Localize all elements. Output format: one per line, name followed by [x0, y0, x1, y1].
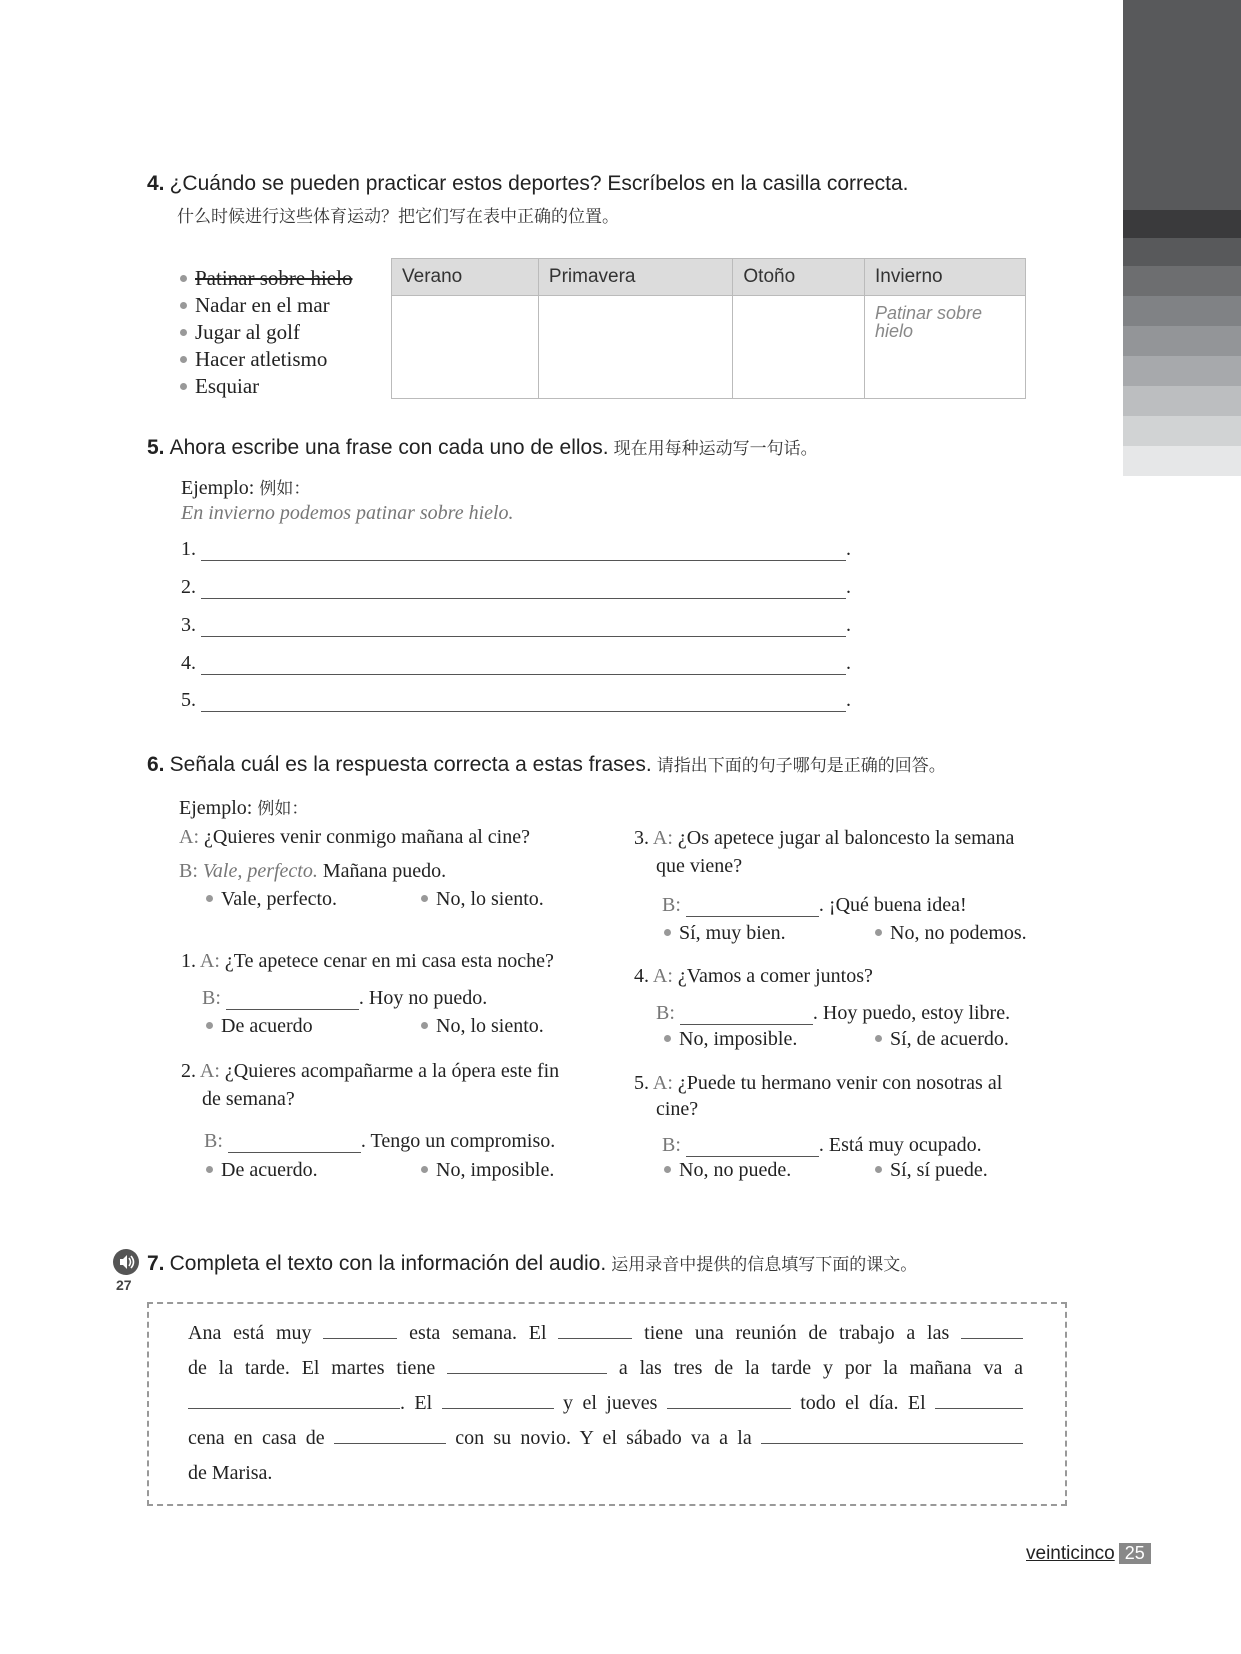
q7-number: 7.: [147, 1252, 165, 1275]
blank[interactable]: [667, 1392, 791, 1409]
bullet-icon: [180, 383, 187, 390]
list-item: Jugar al golf: [180, 319, 352, 346]
list-item: Esquiar: [180, 373, 352, 400]
header-invierno: Invierno: [865, 259, 1026, 296]
q7-fill-text: Ana está muy esta semana. El tiene una reunión de trabajo a las de la tarde. El martes tiene a las tres de la tarde y por la mañana va a . El y el jueves todo el día. El cena en casa de con su novio. Y el sábado va a la de Marisa.: [188, 1322, 1024, 1484]
q5-heading: [147, 434, 818, 460]
q6-item-1-option-1[interactable]: De acuerdo: [206, 1015, 313, 1038]
q7-title: Completa el texto con la información del audio.: [169, 1252, 607, 1275]
q6-chinese: 请指出下面的句子哪句是正确的回答。: [656, 756, 946, 776]
q6-item-5-a-cont: cine?: [656, 1098, 699, 1120]
bullet-icon: [180, 329, 187, 336]
cell-primavera[interactable]: [538, 296, 733, 399]
cell-otono[interactable]: [733, 296, 865, 399]
page-number: 25: [1119, 1543, 1151, 1564]
audio-icon[interactable]: [113, 1249, 139, 1275]
q6-item-3-a: 3. A: ¿Os apetece jugar al baloncesto la semana: [634, 827, 1015, 849]
q6-item-2-option-1[interactable]: De acuerdo.: [206, 1159, 318, 1182]
speaker-icon: [113, 1249, 139, 1275]
q6-item-4-option-2[interactable]: Sí, de acuerdo.: [875, 1028, 1009, 1051]
q6-item-4-a: 4. A: ¿Vamos a comer juntos?: [634, 965, 873, 987]
q4-number: 4.: [147, 172, 165, 195]
blank[interactable]: [334, 1427, 446, 1444]
q6-example-b: B: Vale, perfecto. Mañana puedo.: [179, 860, 447, 882]
q5-title: Ahora escribe una frase con cada uno de ellos.: [169, 436, 609, 459]
blank[interactable]: [761, 1427, 1023, 1444]
q6-item-2-b[interactable]: B: . Tengo un compromiso.: [204, 1130, 556, 1152]
q6-item-3-option-2[interactable]: No, no podemos.: [875, 922, 1027, 945]
q4-title: ¿Cuándo se pueden practicar estos deportes? Escríbelos en la casilla correcta.: [169, 172, 909, 195]
q6-example-label: Ejemplo: 例如：: [179, 797, 309, 819]
answer-line-4[interactable]: 4. .: [181, 652, 851, 674]
answer-line-3[interactable]: 3. .: [181, 614, 851, 636]
q4-sports-list: [180, 265, 352, 400]
bullet-icon: [180, 356, 187, 363]
blank[interactable]: [935, 1392, 1023, 1409]
q6-item-1-option-2[interactable]: No, lo siento.: [421, 1015, 544, 1038]
cell-verano[interactable]: [392, 296, 539, 399]
blank[interactable]: [447, 1357, 607, 1374]
q6-item-5-option-2[interactable]: Sí, sí puede.: [875, 1159, 988, 1182]
audio-track-number: 27: [116, 1277, 132, 1293]
q6-item-2-option-2[interactable]: No, imposible.: [421, 1159, 554, 1182]
answer-line-5[interactable]: 5. .: [181, 689, 851, 711]
q6-item-1-b[interactable]: B: . Hoy no puedo.: [202, 987, 488, 1009]
bullet-icon: [180, 302, 187, 309]
cell-invierno[interactable]: Patinar sobre hielo: [865, 296, 1026, 399]
q6-item-5-option-1[interactable]: No, no puede.: [664, 1159, 791, 1182]
page-word: veinticinco: [1026, 1543, 1115, 1564]
blank[interactable]: [558, 1322, 632, 1339]
q6-item-3-a-cont: que viene?: [656, 855, 743, 877]
q7-chinese: 运用录音中提供的信息填写下面的课文。: [611, 1255, 918, 1275]
q6-item-3-b[interactable]: B: . ¡Qué buena idea!: [662, 894, 967, 916]
q5-number: 5.: [147, 436, 165, 459]
q4-chinese: 什么时候进行这些体育运动？把它们写在表中正确的位置。: [177, 207, 619, 227]
page-footer: [1026, 1543, 1151, 1565]
q6-item-4-option-1[interactable]: No, imposible.: [664, 1028, 797, 1051]
blank[interactable]: [961, 1322, 1023, 1339]
q6-item-4-b[interactable]: B: . Hoy puedo, estoy libre.: [656, 1002, 1011, 1024]
header-otono: Otoño: [733, 259, 865, 296]
q7-heading: [147, 1250, 917, 1276]
header-primavera: Primavera: [538, 259, 733, 296]
q6-item-1-a: 1. A: ¿Te apetece cenar en mi casa esta noche?: [181, 950, 554, 972]
q5-chinese: 现在用每种运动写一句话。: [613, 439, 818, 459]
q4-heading: [147, 172, 909, 196]
list-item: Hacer atletismo: [180, 346, 352, 373]
answer-line-2[interactable]: 2. .: [181, 576, 851, 598]
q6-item-2-a-cont: de semana?: [202, 1088, 295, 1110]
q6-example-option-2: No, lo siento.: [421, 888, 544, 911]
answer-line-1[interactable]: 1. .: [181, 538, 851, 560]
q6-heading: [147, 751, 946, 777]
q6-number: 6.: [147, 753, 165, 776]
list-item: Nadar en el mar: [180, 292, 352, 319]
sidebar-color-bar: [1123, 0, 1241, 476]
q6-item-5-a: 5. A: ¿Puede tu hermano venir con nosotras al: [634, 1072, 1003, 1094]
q6-item-3-option-1[interactable]: Sí, muy bien.: [664, 922, 786, 945]
blank[interactable]: [188, 1392, 400, 1409]
blank[interactable]: [323, 1322, 397, 1339]
q6-title: Señala cuál es la respuesta correcta a estas frases.: [169, 753, 652, 776]
header-verano: Verano: [392, 259, 539, 296]
q6-example-option-1: Vale, perfecto.: [206, 888, 337, 911]
list-item: Patinar sobre hielo: [180, 265, 352, 292]
q6-item-2-a: 2. A: ¿Quieres acompañarme a la ópera este fin: [181, 1060, 560, 1082]
bullet-icon: [180, 275, 187, 282]
q6-example-a: A: ¿Quieres venir conmigo mañana al cine?: [179, 826, 530, 848]
q5-example-label: Ejemplo: 例如：: [181, 477, 311, 499]
seasons-table: [391, 258, 1026, 399]
blank[interactable]: [442, 1392, 554, 1409]
q6-item-5-b[interactable]: B: . Está muy ocupado.: [662, 1134, 982, 1156]
q5-example: En invierno podemos patinar sobre hielo.: [181, 502, 514, 524]
